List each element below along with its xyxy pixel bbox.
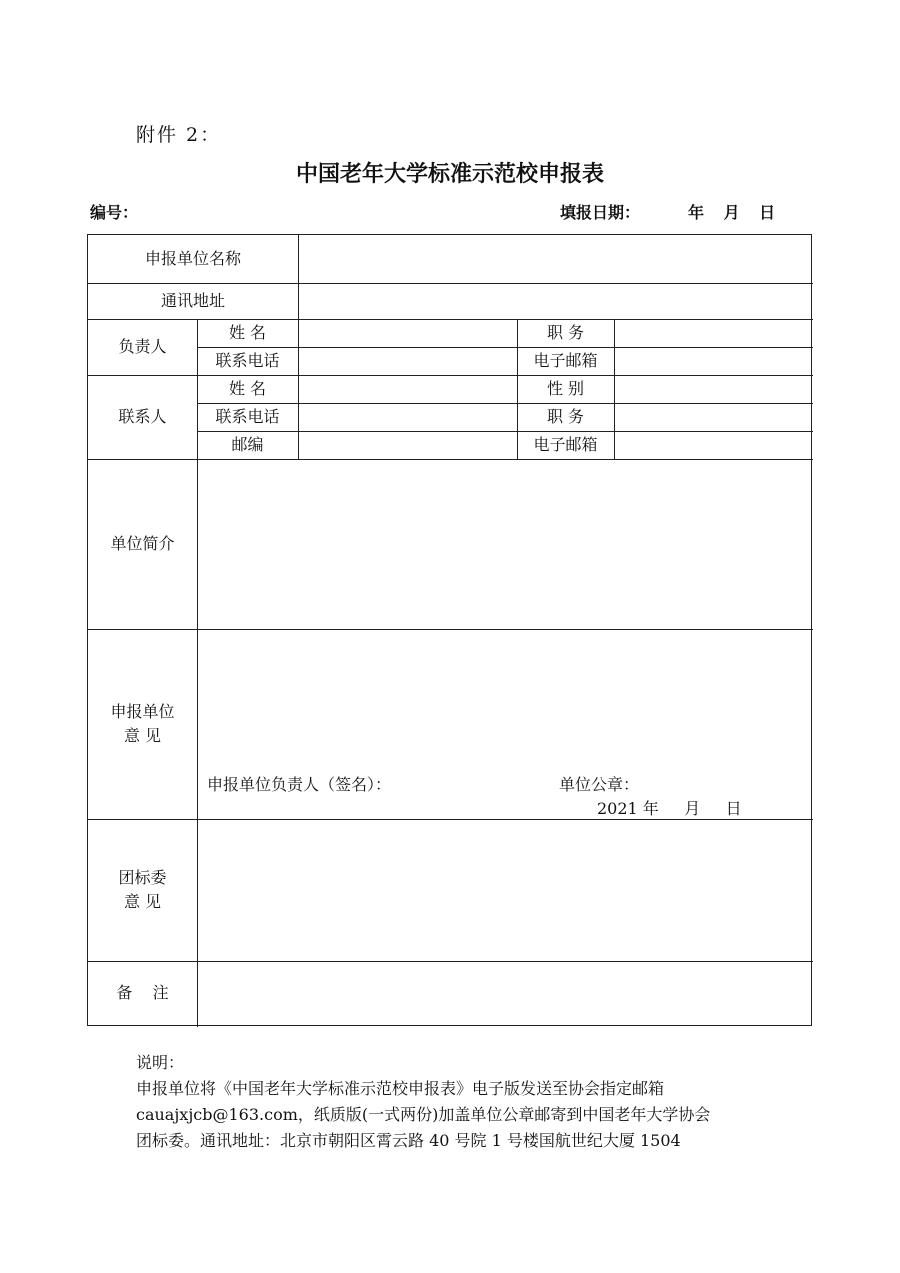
- leader-position-label: 职 务: [546, 323, 585, 342]
- remarks-field[interactable]: [197, 961, 813, 1025]
- notes-line: 团标委。通讯地址：北京市朝阳区霄云路 40 号院 1 号楼国航世纪大厦 1504: [136, 1131, 681, 1150]
- unit-name-field[interactable]: [298, 235, 813, 283]
- notes-heading: 说明：: [136, 1053, 185, 1072]
- date-label: 填报日期：: [560, 203, 641, 222]
- committee-label: [88, 819, 197, 961]
- committee-field[interactable]: [197, 819, 813, 961]
- intro-label: 单位简介: [110, 534, 175, 553]
- leader-name-field[interactable]: [298, 319, 517, 347]
- contact-label: 联系人: [118, 407, 167, 426]
- leader-name-label: 姓 名: [228, 323, 267, 342]
- page-title: 中国老年大学标准示范校申报表: [295, 162, 604, 187]
- contact-email-field[interactable]: [614, 431, 813, 459]
- opinion-seal-label: 单位公章：: [559, 775, 640, 794]
- unit-name-label: 申报单位名称: [144, 249, 241, 268]
- leader-position-field[interactable]: [614, 319, 813, 347]
- leader-phone-field[interactable]: [298, 347, 517, 375]
- contact-position-label: 职 务: [546, 407, 585, 426]
- date-placeholder: 年 月 日: [688, 203, 776, 222]
- opinion-label-line1: 申报单位: [110, 702, 175, 721]
- contact-phone-field[interactable]: [298, 403, 517, 431]
- opinion-date: 2021 年 月 日: [597, 799, 742, 818]
- leader-phone-label: 联系电话: [215, 351, 280, 370]
- opinion-signer-label: 申报单位负责人（签名）：: [207, 775, 392, 794]
- contact-email-label: 电子邮箱: [533, 435, 598, 454]
- opinion-label-line2: 意 见: [123, 726, 162, 745]
- notes: [136, 1050, 786, 1154]
- committee-label-line1: 团标委: [118, 868, 167, 887]
- contact-name-field[interactable]: [298, 375, 517, 403]
- number-label: 编号：: [90, 203, 139, 222]
- notes-line: cauajxjcb@163.com，纸质版(一式两份)加盖单位公章邮寄到中国老年大学协会: [136, 1105, 711, 1124]
- notes-line: 申报单位将《中国老年大学标准示范校申报表》电子版发送至协会指定邮箱: [136, 1079, 665, 1098]
- contact-name-label: 姓 名: [228, 379, 267, 398]
- attachment-label: 附件 2：: [136, 124, 222, 146]
- contact-position-field[interactable]: [614, 403, 813, 431]
- leader-email-label: 电子邮箱: [533, 351, 598, 370]
- leader-label: 负责人: [118, 337, 167, 356]
- address-field[interactable]: [298, 283, 813, 319]
- remarks-label: 备 注: [116, 983, 169, 1002]
- contact-phone-label: 联系电话: [215, 407, 280, 426]
- address-label: 通讯地址: [160, 291, 225, 310]
- committee-label-line2: 意 见: [123, 892, 162, 911]
- contact-gender-field[interactable]: [614, 375, 813, 403]
- intro-field[interactable]: [197, 459, 813, 629]
- opinion-label: [88, 629, 197, 819]
- contact-gender-label: 性 别: [546, 379, 585, 398]
- contact-postcode-label: 邮编: [231, 435, 264, 454]
- application-form: [87, 234, 812, 1026]
- contact-postcode-field[interactable]: [298, 431, 517, 459]
- leader-email-field[interactable]: [614, 347, 813, 375]
